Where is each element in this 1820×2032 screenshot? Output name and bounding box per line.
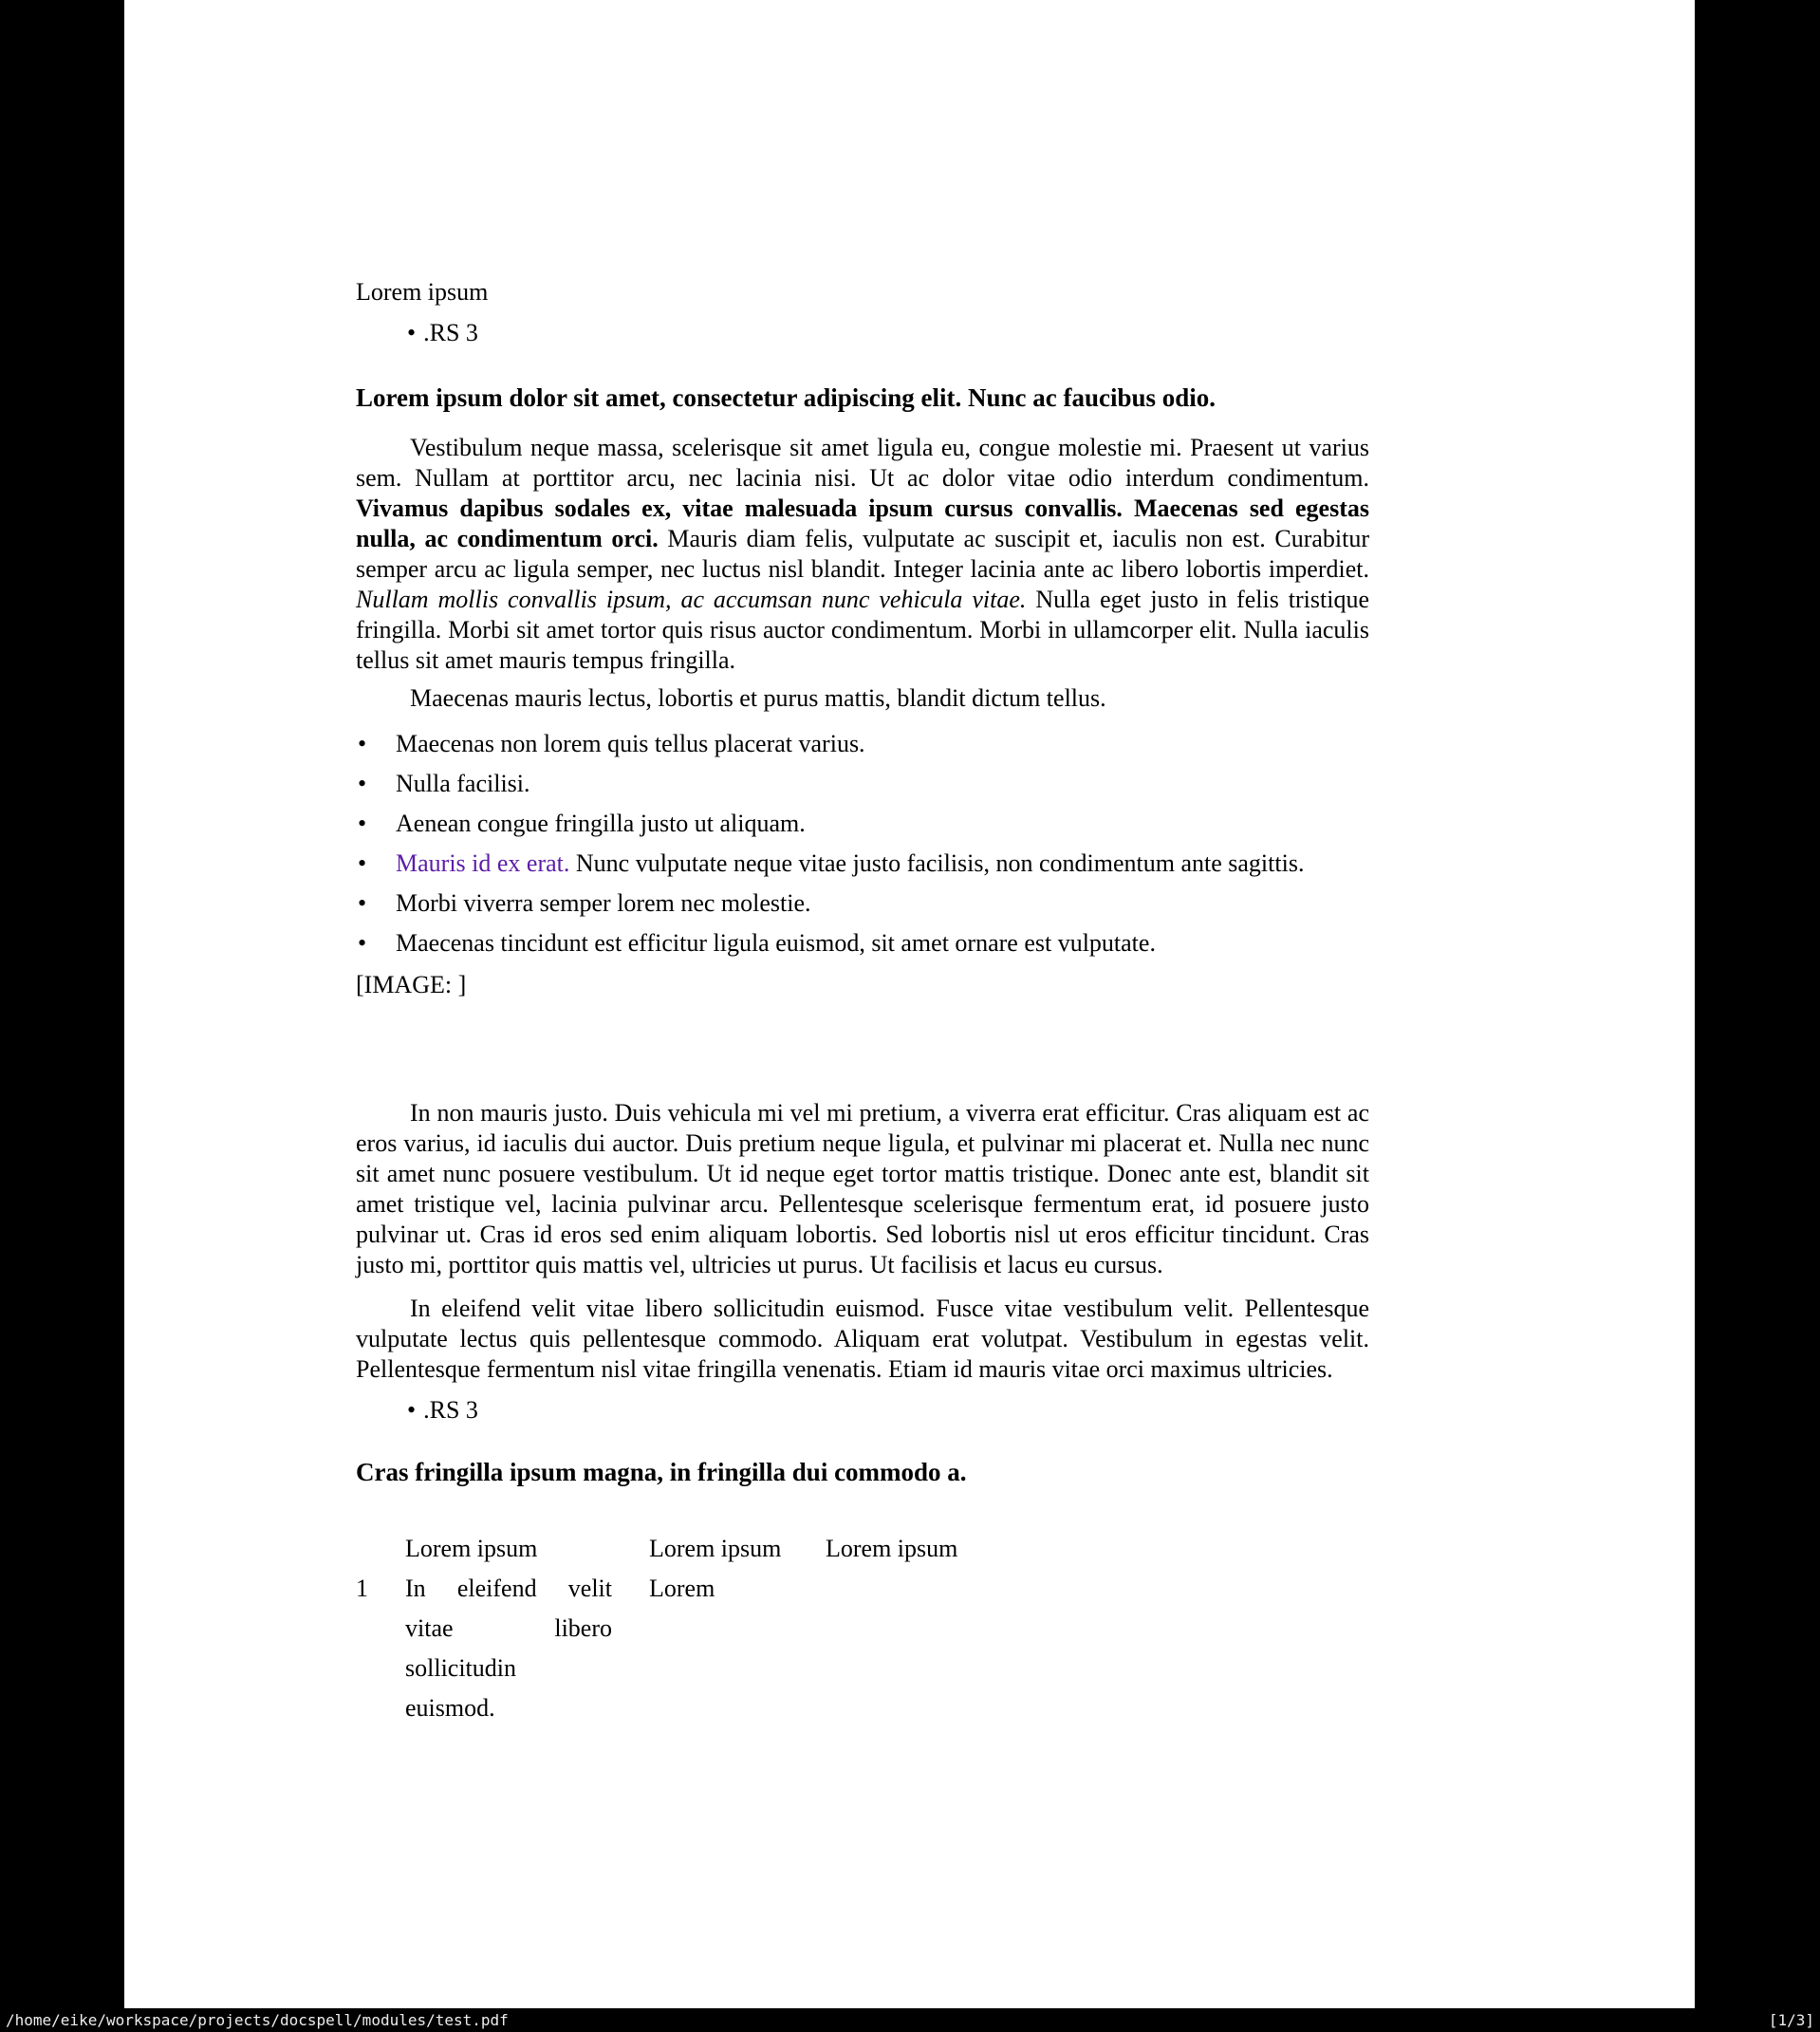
table-row-col1: In eleifend velit vitae libero sollicitudin euismod. <box>405 1575 612 1722</box>
list-item-6 <box>356 928 1369 959</box>
section-heading-2: Cras fringilla ipsum magna, in fringilla dui commodo a. <box>356 1458 967 1486</box>
statusbar <box>0 2008 1820 2032</box>
table-row-number: 1 <box>356 1575 368 1602</box>
bullet-icon: • <box>358 849 367 877</box>
table-header-2: Lorem ipsum <box>649 1535 782 1562</box>
list-item-4 <box>356 848 1369 879</box>
table-header-3: Lorem ipsum <box>826 1535 958 1562</box>
list-item-3-text: Aenean congue fringilla justo ut aliquam. <box>396 810 806 837</box>
page-content <box>356 277 1369 1728</box>
table-row-col2: Lorem <box>649 1575 715 1602</box>
bullet-icon: • <box>358 889 367 917</box>
list-item-2-text: Nulla facilisi. <box>396 770 530 797</box>
intro-line: Lorem ipsum <box>356 278 489 306</box>
paragraph-1-bold: Vivamus dapibus sodales ex, vitae malesuada ipsum cursus convallis. Maecenas sed egestas nulla, ac condimentum orci. <box>356 494 1369 552</box>
bullet-icon: • <box>407 319 417 346</box>
paragraph-3: In eleifend velit vitae libero sollicitudin euismod. Fusce vitae vestibulum velit. Pellentesque vulputate lectus quis pellentesque commodo. Aliquam erat volutpat. Vestibulum in egestas velit. Pellentesque fermentum nisl vitae fringilla venenatis. Etiam id mauris vitae orci maximus ultricies. <box>356 1295 1369 1383</box>
list-item-4-text: Nunc vulputate neque vitae justo facilisis, non condimentum ante sagittis. <box>569 849 1305 877</box>
paragraph-1-normal-2: Mauris diam felis, vulputate ac suscipit et, iaculis non est. Curabitur semper arcu ac ligula semper, nec luctus nisl blandit. Integer lacinia ante ac libero lobortis imperdiet. <box>356 525 1369 583</box>
bullet-icon: • <box>358 810 367 837</box>
list-item-1-text: Maecenas non lorem quis tellus placerat varius. <box>396 730 865 757</box>
table-header-1: Lorem ipsum <box>405 1535 538 1562</box>
list-item-3 <box>356 809 1369 839</box>
list-item-5 <box>356 888 1369 919</box>
bullet-icon: • <box>358 770 367 797</box>
rs-macro-line-2 <box>356 1395 1369 1426</box>
rs-macro-line-1 <box>356 318 1369 348</box>
list-item-1 <box>356 729 1369 759</box>
bullet-icon: • <box>407 1396 417 1424</box>
rs-macro-text-2: .RS 3 <box>423 1396 478 1424</box>
table-corner-cell <box>356 1529 405 1569</box>
list-item-2 <box>356 769 1369 799</box>
section-heading-1: Lorem ipsum dolor sit amet, consectetur adipiscing elit. Nunc ac faucibus odio. <box>356 383 1216 412</box>
paragraph-maecenas: Maecenas mauris lectus, lobortis et purus mattis, blandit dictum tellus. <box>410 684 1106 712</box>
bullet-icon: • <box>358 730 367 757</box>
statusbar-page-indicator: [1/3] <box>1768 2011 1814 2029</box>
document-page <box>124 0 1695 2008</box>
statusbar-file-path: /home/eike/workspace/projects/docspell/modules/test.pdf <box>6 2011 509 2029</box>
list-item-5-text: Morbi viverra semper lorem nec molestie. <box>396 889 811 917</box>
rs-macro-text-1: .RS 3 <box>423 319 478 346</box>
table-row-col3 <box>826 1569 1369 1728</box>
paragraph-1-normal-1: Vestibulum neque massa, scelerisque sit amet ligula eu, congue molestie mi. Praesent ut varius sem. Nullam at porttitor arcu, nec lacinia nisi. Ut ac dolor vitae odio interdum condimentum. <box>356 434 1369 492</box>
link-mauris-id-ex-erat[interactable]: Mauris id ex erat. <box>396 849 570 877</box>
paragraph-1 <box>356 433 1369 676</box>
paragraph-1-normal-3: Nulla eget justo in felis tristique fringilla. Morbi sit amet tortor quis risus auctor condimentum. Morbi in ullamcorper elit. Nulla iaculis tellus sit amet mauris tempus fringilla. <box>356 586 1369 674</box>
bullet-icon: • <box>358 929 367 957</box>
data-table <box>356 1529 1369 1728</box>
list-item-6-text: Maecenas tincidunt est efficitur ligula euismod, sit amet ornare est vulputate. <box>396 929 1156 957</box>
paragraph-1-italic: Nullam mollis convallis ipsum, ac accumsan nunc vehicula vitae. <box>356 586 1027 613</box>
bullet-list <box>356 729 1369 959</box>
image-placeholder: [IMAGE: ] <box>356 971 467 998</box>
paragraph-2: In non mauris justo. Duis vehicula mi vel mi pretium, a viverra erat efficitur. Cras aliquam est ac eros varius, id iaculis dui auctor. Duis pretium neque ligula, et pulvinar mi placerat et. Nulla nec nunc sit amet nunc posuere vestibulum. Ut id neque eget tortor mattis tristique. Donec ante est, blandit sit amet tristique vel, lacinia pulvinar arcu. Pellentesque scelerisque fermentum erat, id posuere justo pulvinar ut. Cras id eros sed enim aliquam lobortis. Sed lobortis nisl ut eros efficitur tincidunt. Cras justo mi, porttitor quis mattis vel, ultricies ut purus. Ut facilisis et lacus eu cursus. <box>356 1099 1369 1278</box>
